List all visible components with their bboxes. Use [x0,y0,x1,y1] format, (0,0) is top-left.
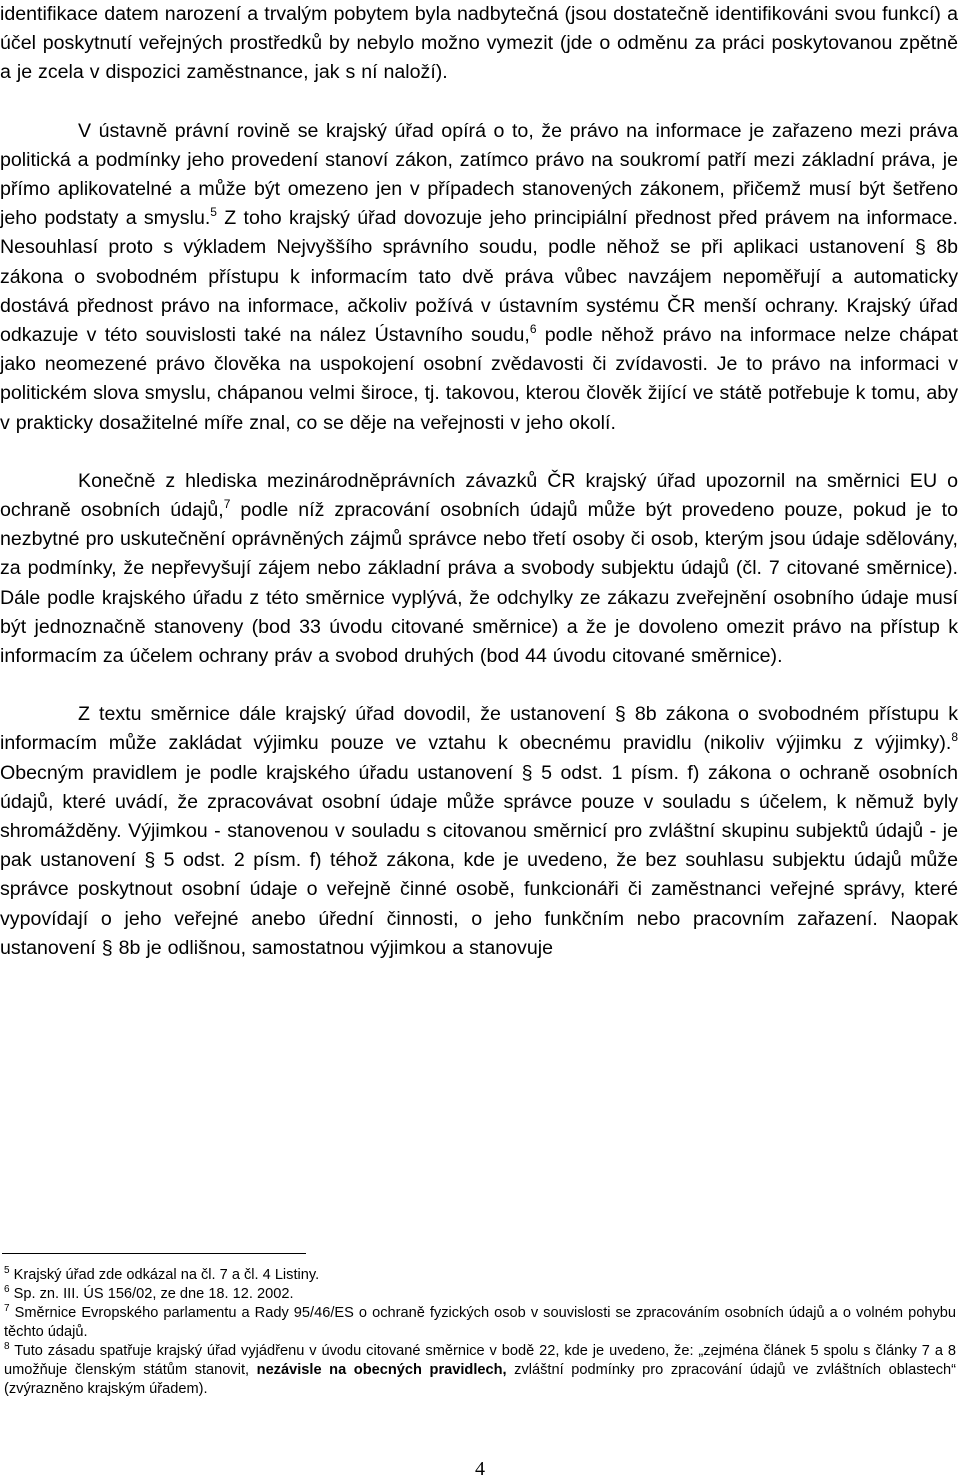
paragraph-gap [0,671,958,700]
paragraph-4 [0,700,958,963]
footnotes [4,1266,956,1399]
paragraph-1-text: identifikace datem narození a trvalým pobytem byla nadbytečná (jsou dostatečně identifikováni svou funkcí) a účel poskytnutí veřejných prostředků by nebylo možno vymezit (jde o odměnu za práci poskytovanou zpětně a je zcela v dispozici zaměstnance, jak s ní naloží). [0,3,958,84]
footnote-6-number: 6 [4,1284,10,1295]
footnote-8-number: 8 [4,1341,10,1352]
paragraph-gap [0,88,958,117]
paragraph-3-text-b: podle níž zpracování osobních údajů může být provedeno pouze, pokud je to nezbytné pro uskutečnění oprávněných zájmů správce nebo třetí osoby či osob, kterým jsou údaje sdělovány, za podmínky, že nepřevyšují zájem nebo základní práva a svobody subjektu údajů (čl. 7 citované směrnice). Dále podle krajského úřadu z této směrnice vyplývá, že odchylky ze zákazu zveřejnění osobního údaje musí být jednoznačně stanoveny (bod 33 úvodu citované směrnice) a že je dovoleno omezit právo na přístup k informacím za účelem ochrany práv a svobod druhých (bod 44 úvodu citované směrnice). [0,499,959,668]
paragraph-3-text-a: Konečně z hlediska mezinárodněprávních závazků ČR krajský úřad upozornil na směrnici EU o ochraně osobních údajů, [0,469,958,522]
footnote-8-bold-text: nezávisle na obecných pravidlech, [256,1362,507,1378]
footnote-separator [2,1253,306,1254]
paragraph-gap [0,438,958,467]
footnote-7 [4,1304,956,1342]
footnote-ref-5[interactable]: 5 [210,205,217,220]
paragraph-4-text-b: Obecným pravidlem je podle krajského úřadu ustanovení § 5 odst. 1 písm. f) zákona o ochraně osobních údajů, které uvádí, že zpracovávat osobní údaje může správce pouze v souladu s účelem, k němuž byly shromážděny. Výjimkou - stanovenou v souladu s citovanou směrnicí pro zvláštní skupinu subjektů údajů - je pak ustanovení § 5 odst. 2 písm. f) téhož zákona, kde je uvedeno, že bez souhlasu subjektu údajů může správce poskytnout osobní údaje o veřejně činné osobě, funkcionáři či zaměstnanci veřejné správy, které vypovídají o jeho veřejné anebo úřední činnosti, o jeho funkčním nebo pracovním zařazení. Naopak ustanovení § 8b je odlišnou, samostatnou výjimkou a stanovuje [0,761,958,959]
paragraph-2 [0,117,958,438]
footnote-7-number: 7 [4,1303,10,1314]
paragraph-2-text-c: podle něhož právo na informace nelze chápat jako neomezené právo člověka na uspokojení osobní zvědavosti či zvídavosti. Je to právo na informaci v politickém slova smyslu, chápanou velmi široce, tj. takovou, kterou člověk žijící ve státě potřebuje k tomu, aby v prakticky dosažitelné míře znal, co se děje na veřejnosti v jeho okolí. [0,324,958,434]
footnote-ref-8[interactable]: 8 [951,730,958,745]
footnote-7-text: Směrnice Evropského parlamentu a Rady 95/46/ES o ochraně fyzických osob v souvislosti se zpracováním osobních údajů a o volném pohybu těchto údajů. [4,1305,956,1340]
footnote-8 [4,1342,956,1399]
paragraph-4-text-a: Z textu směrnice dále krajský úřad dovodil, že ustanovení § 8b zákona o svobodném přístupu k informacím může zakládat výjimku pouze ve vztahu k obecnému pravidlu (nikoliv výjimku z výjimky). [0,703,958,755]
paragraph-2-text-b: Z toho krajský úřad dovozuje jeho principiální přednost před právem na informace. Nesouhlasí proto s výkladem Nejvyššího správního soudu, podle něhož se při aplikaci ustanovení § 8b zákona o svobodném přístupu k informacím tato dvě práva vůbec navzájem nepoměřují a automaticky dostává přednost právo na informace, ačkoliv požívá v ústavním systému ČR menší ochrany. Krajský úřad odkazuje v této souvislosti také na nález Ústavního soudu, [0,207,958,347]
paragraph-1 [0,0,958,88]
footnote-6-text: Sp. zn. III. ÚS 156/02, ze dne 18. 12. 2002. [9,1286,294,1302]
footnote-8-text-b: zvláštní podmínky pro zpracování údajů ve zvláštních oblastech“ (zvýrazněno krajským úřadem). [4,1362,956,1397]
footnote-ref-7[interactable]: 7 [223,497,231,512]
paragraph-3 [0,467,958,671]
page-number: 4 [475,1458,485,1480]
paragraph-2-text-a: V ústavně právní rovině se krajský úřad opírá o to, že právo na informace je zařazeno mezi práva politická a podmínky jeho provedení stanoví zákon, zatímco právo na soukromí patří mezi základní práva, je přímo aplikovatelné a může být omezeno jen v případech stanovených zákonem, přičemž musí být šetřeno jeho podstaty a smyslu. [0,119,958,230]
footnote-5-number: 5 [4,1265,10,1276]
footnote-6 [4,1285,956,1304]
footnote-5 [4,1266,956,1285]
footnote-5-text: Krajský úřad zde odkázal na čl. 7 a čl. 4 Listiny. [9,1267,320,1283]
footnote-8-text-a: Tuto zásadu spatřuje krajský úřad vyjádřenu v úvodu citované směrnice v bodě 22, kde je uvedeno, že: „zejména článek 5 spolu s články 7 a 8 umožňuje členským státům stanovit, [4,1343,956,1378]
footnote-ref-6[interactable]: 6 [529,322,537,337]
